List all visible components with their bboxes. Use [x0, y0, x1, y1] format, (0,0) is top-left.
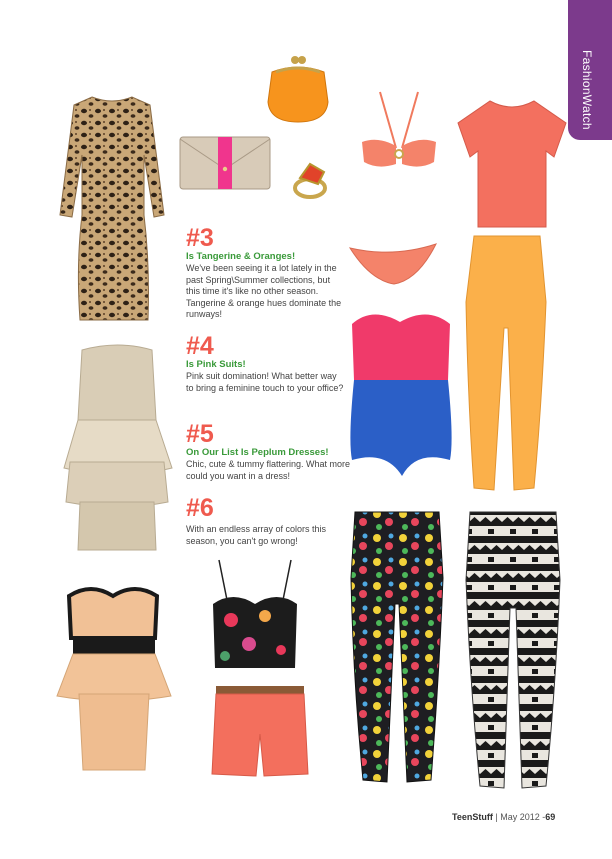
clutch-envelope-image [178, 135, 272, 191]
section-4-heading: Is Pink Suits! [186, 359, 246, 370]
footer-brand: TeenStuff [452, 812, 493, 822]
floral-bustier-image [205, 560, 305, 670]
section-6 [186, 496, 346, 547]
section-3 [186, 226, 346, 321]
section-4 [186, 334, 346, 394]
swimsuit-image [346, 300, 456, 478]
section-5-number: #5 [186, 420, 214, 448]
section-3-heading: Is Tangerine & Oranges! [186, 251, 296, 262]
ring-image [290, 160, 332, 200]
page-number: 69 [545, 812, 556, 822]
section-5-body: Chic, cute & tummy flattering. What more could you want in a dress! [186, 459, 351, 481]
section-5 [186, 422, 356, 482]
section-4-number: #4 [186, 332, 214, 360]
section-6-number: #6 [186, 494, 214, 522]
orange-jeggings-image [460, 232, 552, 494]
floral-jeans-image [345, 508, 449, 786]
section-5-heading: On Our List Is Peplum Dresses! [186, 447, 329, 458]
section-3-body: We've been seeing it a lot lately in the past Spring\Summer collections, but this time it's like no other season. Tangerine & orange hues dominate the runways! [186, 263, 342, 320]
footer-separator: | [495, 812, 498, 822]
bikini-top-image [358, 92, 440, 180]
section-tab-label: FashionWatch [580, 50, 594, 130]
section-4-body: Pink suit domination! What better way to bring a feminine touch to your office? [186, 371, 344, 393]
footer-date: May 2012 [500, 812, 540, 822]
satin-peplum-dress-image [60, 342, 175, 554]
section-3-number: #3 [186, 224, 214, 252]
bikini-bottom-image [348, 240, 438, 286]
nude-peplum-dress-image [55, 578, 173, 774]
aztec-leggings-image [458, 508, 568, 792]
footer-dash: - [542, 812, 546, 822]
leopard-dress-image [52, 95, 172, 325]
orange-purse-image [266, 50, 330, 124]
coral-shorts-image [210, 680, 310, 780]
coral-top-image [450, 95, 574, 230]
page-footer [452, 812, 555, 822]
section-6-body: With an endless array of colors this season, you can't go wrong! [186, 524, 327, 546]
